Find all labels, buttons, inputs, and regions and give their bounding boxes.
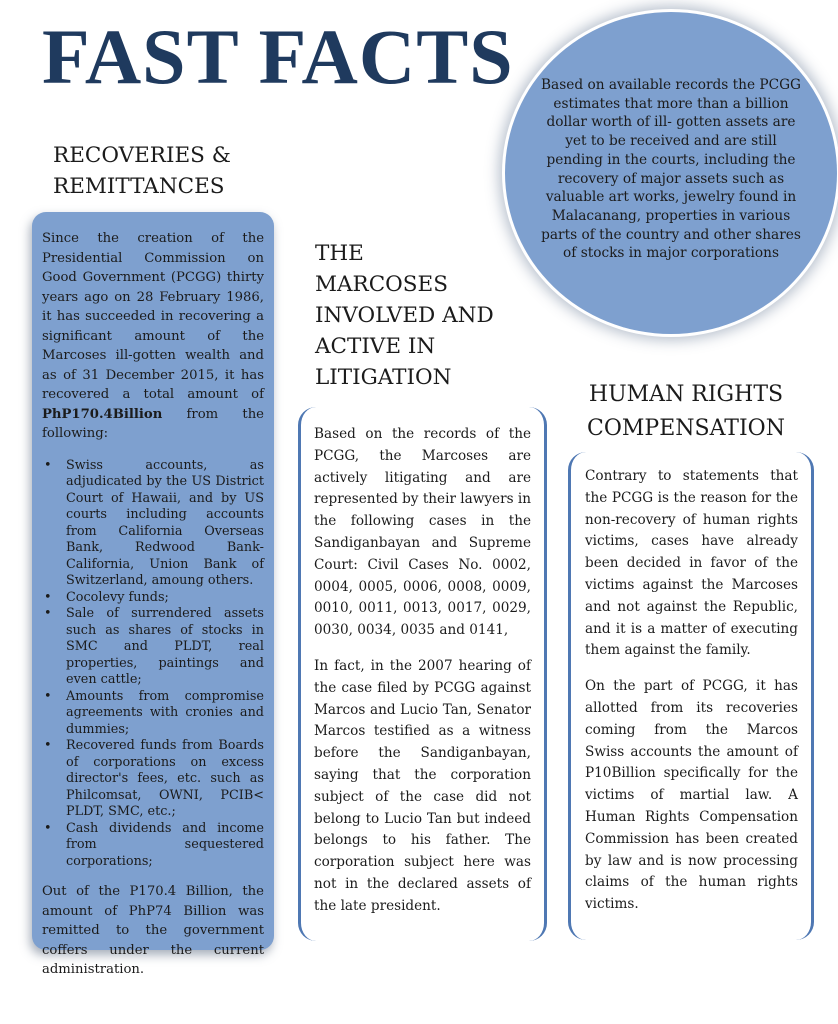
recoveries-intro: [42, 229, 264, 444]
marcoses-heading-line4: ACTIVE IN: [315, 334, 436, 359]
list-item: [44, 820, 264, 871]
marcoses-para2: In fact, in the 2007 hearing of the case filed by PCGG against Marcos and Lucio Tan, Senator Marcos testified as a witness before the Sandiganbayan, saying that the corporation subject of the case did not belong to Lucio Tan but indeed belongs to his father. The corporation subject here was not in the declared assets of the late president.: [314, 657, 531, 914]
bullet-icon: •: [44, 606, 52, 621]
recoveries-outro: Out of the P170.4 Billion, the amount of PhP74 Billion was remitted to the government coffers under the current administration.: [42, 884, 264, 977]
human-rights-heading-line2: COMPENSATION: [587, 416, 785, 441]
list-item: [44, 738, 264, 821]
recoveries-intro-end: from the following:: [42, 406, 264, 441]
bullet-icon: •: [44, 688, 52, 704]
bullet-icon: •: [44, 589, 52, 605]
human-rights-heading-line1: HUMAN RIGHTS: [588, 382, 784, 407]
recoveries-intro-text: Since the creation of the Presidential Commission on Good Government (PCGG) thirty years ago on 28 February 1986, it has succeeded in recovering a significant amount of the Marcoses ill-gotten wealth and as of 31 December 2015, it has recovered a total amount of: [42, 231, 264, 402]
list-item: [44, 688, 264, 739]
recoveries-heading-line2: REMITTANCES: [53, 174, 225, 199]
estimate-text: Based on available records the PCGG estimates that more than a billion dollar worth of ill- gotten assets are yet to be received and are still pending in the courts, including the recovery of major assets such as valuable art works, jewelry found in Malacanang, properties in various parts of the country and other shares of stocks in major corporations: [541, 77, 801, 262]
human-rights-para1: Contrary to statements that the PCGG is the reason for the non-recovery of human rights victims, cases have already been decided in favor of the victims against the Marcoses and not against the Republic, and it is a matter of executing them against the family.: [585, 468, 798, 659]
marcoses-para1: Based on the records of the PCGG, the Marcoses are actively litigating and are represented by their lawyers in the following cases in the Sandiganbayan and Supreme Court: Civil Cases No. 0002, 0004, 0005, 0006, 0008, 0009, 0010, 0011, 0013, 0017, 0029, 0030, 0034, 0035 and 0141,: [314, 426, 531, 639]
recoveries-panel: [32, 212, 274, 977]
human-rights-panel: [568, 452, 814, 940]
recoveries-total: PhP170.4Billion: [42, 406, 163, 422]
list-item: [44, 606, 264, 689]
marcoses-heading-line3: INVOLVED AND: [315, 303, 494, 328]
recoveries-list: [42, 458, 264, 871]
marcoses-heading-line1: THE: [315, 241, 364, 266]
marcoses-heading-line2: MARCOSES: [315, 272, 448, 297]
list-item-text: Cash dividends and income from sequestered corporations;: [66, 820, 264, 869]
recoveries-heading: [53, 140, 231, 202]
bullet-icon: •: [44, 738, 52, 753]
list-item-text: Cocolevy funds;: [66, 589, 169, 605]
list-item-text: Amounts from compromise agreements with cronies and dummies;: [66, 688, 264, 737]
list-item-text: Swiss accounts, as adjudicated by the US District Court of Hawaii, and by US courts including accounts from California Overseas Bank, Redwood Bank- California, Union Bank of Switzerland, amoung others.: [66, 457, 264, 588]
marcoses-heading: [315, 238, 494, 393]
human-rights-para2: On the part of PCGG, it has allotted from its recoveries coming from the Marcos Swiss accounts the amount of P10Billion specifically for the victims of martial law. A Human Rights Compensation Commission has been created by law and is now processing claims of the human rights victims.: [585, 678, 798, 913]
estimate-circle: [505, 12, 837, 334]
page-title: FAST FACTS: [42, 13, 514, 100]
list-item: [44, 589, 264, 607]
list-item: [44, 457, 264, 590]
marcoses-panel: [298, 407, 547, 941]
marcoses-heading-line5: LITIGATION: [315, 365, 452, 390]
list-item-text: Recovered funds from Boards of corporations on excess director's fees, etc. such as Philcomsat, OWNI, PCIB< PLDT, SMC, etc.;: [66, 738, 264, 819]
recoveries-heading-line1: RECOVERIES &: [53, 143, 231, 168]
bullet-icon: •: [44, 457, 52, 473]
human-rights-heading: [586, 378, 786, 446]
list-item-text: Sale of surrendered assets such as shares of stocks in SMC and PLDT, real properties, paintings and even cattle;: [66, 606, 264, 687]
bullet-icon: •: [44, 820, 52, 836]
